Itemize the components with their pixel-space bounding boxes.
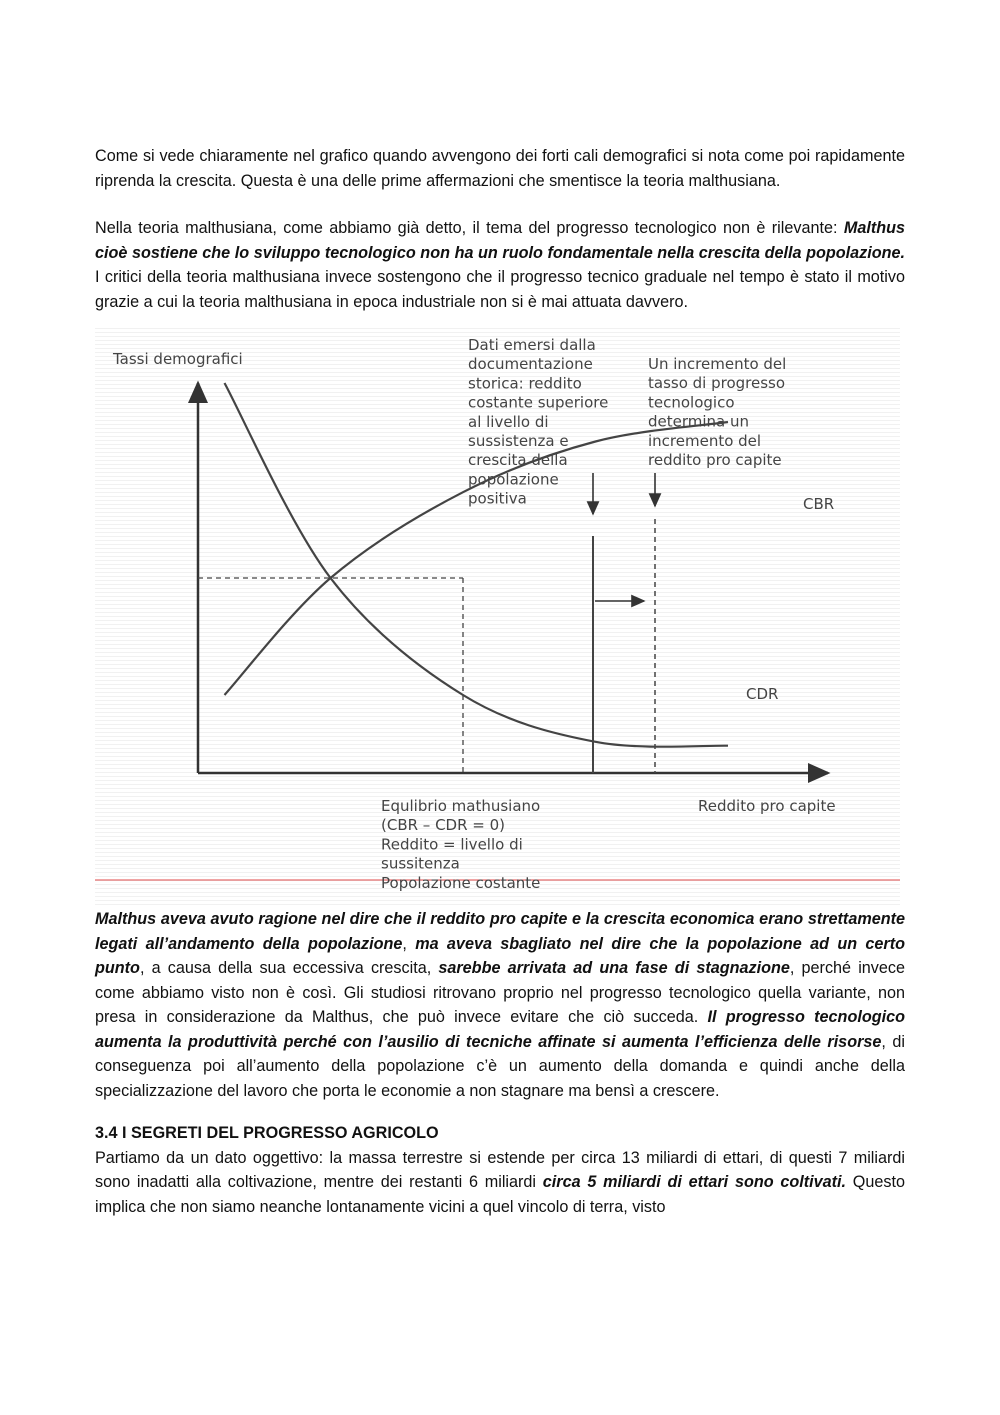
paragraph-3-bold-2: ma aveva sbagliato nel dire che la popolazione ad un certo punto (95, 934, 906, 977)
paragraph-3-text-4: , di conseguenza poi all’aumento della popolazione c’è un aumento della domanda e quindi anche della specializzazione del lavoro che porta le economie a non stagnare ma bensì a crescere. (95, 1032, 905, 1100)
paragraph-2 (95, 216, 905, 314)
annotation-historical-data-line: documentazione (468, 355, 593, 374)
paragraph-2-rest: I critici della teoria malthusiana invece sostengono che il progresso tecnico graduale nel tempo è stato il motivo grazie a cui la teoria malthusiana in epoca industriale non si è mai attuata davvero. (95, 268, 905, 311)
x-axis-label: Reddito pro capite (698, 797, 836, 815)
annotation-tech-progress-line: reddito pro capite (648, 451, 782, 469)
annotation-historical-data-line: storica: reddito (468, 374, 582, 393)
section-heading: 3.4 I SEGRETI DEL PROGRESSO AGRICOLO (95, 1124, 439, 1142)
annotation-malthusian-equilibrium-line: Equlibrio mathusiano (381, 797, 541, 815)
paragraph-2-bold: Malthus cioè sostiene che lo sviluppo tecnologico non ha un ruolo fondamentale nella crescita della popolazione. (95, 219, 905, 262)
annotation-historical-data-line: Dati emersi dalla (468, 336, 596, 354)
annotation-tech-progress-line: tasso di progresso (648, 374, 786, 393)
paragraph-3-bold-4: Il progresso tecnologico aumenta la produttività perché con l’ausilio di tecniche affinate si aumenta l’efficienza delle risorse (95, 1008, 905, 1051)
annotation-malthusian-equilibrium-line: Reddito = livello di (381, 835, 523, 854)
paragraph-3 (95, 907, 905, 1103)
annotation-malthusian-equilibrium-line: Popolazione costante (381, 873, 541, 892)
paragraph-4 (95, 1146, 905, 1220)
paragraph-3-bold-1: Malthus aveva avuto ragione nel dire che il reddito pro capite e la crescita economica erano strettamente legati all’andamento della popolazione (95, 910, 905, 953)
paragraph-4-text-2: Questo implica che non siamo neanche lontanamente vicini a quel vincolo di terra, visto (95, 1173, 905, 1216)
paragraph-1: Come si vede chiaramente nel grafico quando avvengono dei forti cali demografici si nota come poi rapidamente riprenda la crescita. Questa è una delle prime affermazioni che smentisce la teoria malthusiana. (95, 147, 905, 190)
paragraph-4-bold-1: circa 5 miliardi di ettari sono coltivati. (542, 1173, 847, 1191)
y-axis-label: Tassi demografici (113, 350, 243, 368)
annotation-malthusian-equilibrium (381, 797, 540, 892)
paragraph-3-bold-3: sarebbe arrivata ad una fase di stagnazione (438, 959, 790, 977)
annotation-historical-data-line: popolazione (468, 470, 559, 489)
annotation-malthusian-equilibrium-line: (CBR – CDR = 0) (381, 816, 506, 835)
malthus-chart-figure (95, 325, 900, 905)
annotation-historical-data-line: sussistenza e (468, 432, 569, 450)
cbr-series-label: CBR (803, 495, 835, 513)
paragraph-4-text-1: Partiamo da un dato oggettivo: la massa terrestre si estende per circa 13 miliardi di ettari, di questi 7 miliardi sono inadatti alla coltivazione, mentre dei restanti 6 miliardi (95, 1148, 905, 1191)
annotation-historical-data-line: positiva (468, 489, 527, 508)
annotation-tech-progress (648, 355, 786, 469)
paragraph-3-text-1: , (402, 934, 416, 953)
annotation-tech-progress-line: Un incremento del (648, 355, 787, 373)
paragraph-3-text-2: , a causa della sua eccessiva crescita, (139, 959, 439, 977)
annotation-historical-data-line: al livello di (468, 412, 549, 431)
paragraph-2-intro: Nella teoria malthusiana, come abbiamo già detto, il tema del progresso tecnologico non è rilevante: (95, 219, 844, 237)
annotation-historical-data (468, 336, 608, 508)
cdr-series-label: CDR (746, 685, 779, 703)
document-page (95, 144, 905, 1219)
malthus-chart (95, 325, 900, 905)
annotation-malthusian-equilibrium-line: sussitenza (381, 854, 460, 873)
annotation-tech-progress-line: incremento del (648, 431, 762, 450)
annotation-tech-progress-line: determina un (648, 412, 750, 431)
annotation-historical-data-line: costante superiore (468, 393, 609, 412)
annotation-tech-progress-line: tecnologico (648, 393, 735, 412)
paragraph-3-text-3: , perché invece come abbiamo visto non è così. Gli studiosi ritrovano proprio nel progresso tecnologico quella variante, non presa in considerazione da Malthus, che può invece evitare che ciò succeda. (95, 959, 905, 1026)
annotation-historical-data-line: crescita della (468, 451, 568, 470)
